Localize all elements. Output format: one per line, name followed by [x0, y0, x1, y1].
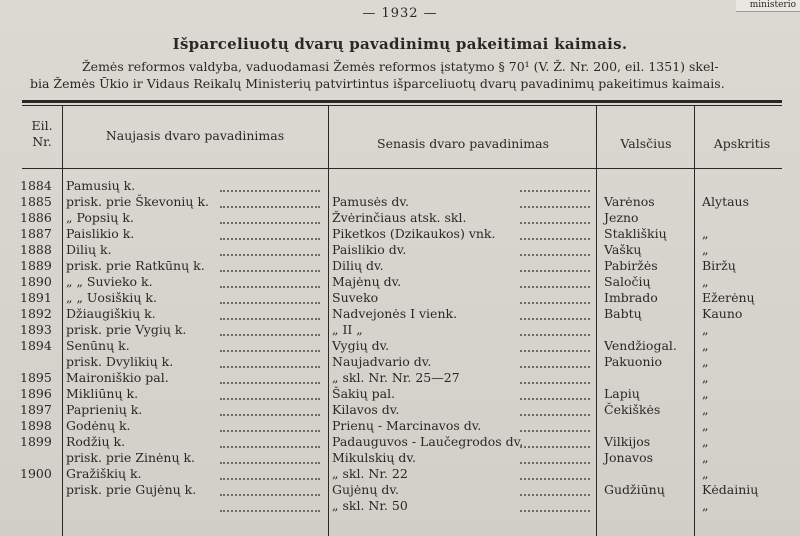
cell-no: 1897	[20, 402, 52, 417]
cell-no: 1891	[20, 290, 52, 305]
dot-leader	[220, 206, 320, 208]
dot-leader	[220, 462, 320, 464]
cell-county: Kėdainių	[702, 482, 759, 497]
dot-leader	[220, 446, 320, 448]
cell-county: „	[702, 338, 709, 353]
dot-leader	[520, 334, 590, 336]
cell-old-name: Mikulskių dv.	[332, 450, 416, 465]
cell-no: 1890	[20, 274, 52, 289]
cell-old-name: Žvėrinčiaus atsk. skl.	[332, 210, 467, 225]
cell-no: 1896	[20, 386, 52, 401]
cell-no: 1898	[20, 418, 52, 433]
cell-new-name: Mikliūnų k.	[66, 386, 139, 401]
dot-leader	[520, 430, 590, 432]
dot-leader	[220, 366, 320, 368]
intro-line-1: Žemės reformos valdyba, vaduodamasi Žemės reformos įstatymo § 70¹ (V. Ž. Nr. 200, eil. 1351) skel-	[82, 59, 719, 74]
header-new-name: Naujasis dvaro pavadinimas	[105, 128, 285, 143]
cell-new-name: „ „ Suvieko k.	[66, 274, 153, 289]
dot-leader	[520, 462, 590, 464]
cell-volost: Babtų	[604, 306, 642, 321]
cell-no: 1889	[20, 258, 52, 273]
dot-leader	[520, 270, 590, 272]
dot-leader	[220, 302, 320, 304]
cell-volost: Jonavos	[604, 450, 654, 465]
cell-county: „	[702, 354, 709, 369]
cell-county: Ežerėnų	[702, 290, 755, 305]
cell-county: „	[702, 418, 709, 433]
dot-leader	[520, 478, 590, 480]
cell-no: 1895	[20, 370, 52, 385]
intro-paragraph	[30, 58, 790, 92]
cell-new-name: Paislikio k.	[66, 226, 135, 241]
dot-leader	[520, 238, 590, 240]
cell-volost: Jezno	[604, 210, 639, 225]
cell-volost: Imbrado	[604, 290, 658, 305]
header-no: Eil. Nr.	[31, 118, 53, 149]
dot-leader	[520, 398, 590, 400]
cell-new-name: Rodžių k.	[66, 434, 126, 449]
dot-leader	[220, 494, 320, 496]
dot-leader	[520, 222, 590, 224]
dot-leader	[220, 254, 320, 256]
cell-no: 1888	[20, 242, 52, 257]
cell-no: 1887	[20, 226, 52, 241]
dot-leader	[220, 414, 320, 416]
cell-old-name: „ skl. Nr. 22	[332, 466, 408, 481]
cell-new-name: Paprienių k.	[66, 402, 143, 417]
dot-leader	[520, 382, 590, 384]
dot-leader	[220, 318, 320, 320]
cell-new-name: prisk. prie Škevonių k.	[66, 194, 209, 209]
dot-leader	[220, 286, 320, 288]
cell-volost: Vendžiogal.	[604, 338, 677, 353]
cell-new-name: prisk. prie Zinėnų k.	[66, 450, 196, 465]
cell-no: 1900	[20, 466, 52, 481]
cell-county: „	[702, 466, 709, 481]
cell-new-name: Pamusių k.	[66, 178, 136, 193]
dot-leader	[220, 190, 320, 192]
cell-old-name: „ II „	[332, 322, 363, 337]
corner-text: ministerio	[736, 0, 800, 12]
dot-leader	[520, 318, 590, 320]
table-row	[0, 498, 800, 518]
cell-new-name: Dilių k.	[66, 242, 112, 257]
header-old-name: Senasis dvaro pavadinimas	[377, 136, 549, 151]
table-top-rule-thin	[22, 105, 782, 106]
cell-county: „	[702, 498, 709, 513]
cell-old-name: Prienų - Marcinavos dv.	[332, 418, 482, 433]
dot-leader	[520, 206, 590, 208]
dot-leader	[220, 382, 320, 384]
cell-volost: Saločių	[604, 274, 651, 289]
cell-county: „	[702, 450, 709, 465]
dot-leader	[520, 190, 590, 192]
cell-old-name: Naujadvario dv.	[332, 354, 432, 369]
cell-county: „	[702, 242, 709, 257]
dot-leader	[220, 430, 320, 432]
cell-county: „	[702, 434, 709, 449]
cell-new-name: „ Popsių k.	[66, 210, 134, 225]
cell-old-name: Nadvejonės I vienk.	[332, 306, 458, 321]
dot-leader	[220, 334, 320, 336]
cell-new-name: Godėnų k.	[66, 418, 131, 433]
cell-old-name: Dilių dv.	[332, 258, 384, 273]
cell-old-name: Kilavos dv.	[332, 402, 400, 417]
cell-old-name: „ skl. Nr. Nr. 25—27	[332, 370, 460, 385]
cell-no: 1899	[20, 434, 52, 449]
header-volost: Valsčius	[620, 136, 672, 151]
cell-county: Biržų	[702, 258, 736, 273]
cell-new-name: prisk. prie Ratkūnų k.	[66, 258, 205, 273]
cell-county: „	[702, 402, 709, 417]
cell-old-name: Šakių pal.	[332, 386, 396, 401]
cell-new-name: Senūnų k.	[66, 338, 130, 353]
cell-new-name: prisk. prie Vygių k.	[66, 322, 187, 337]
cell-volost: Varėnos	[604, 194, 655, 209]
cell-old-name: Gujėnų dv.	[332, 482, 399, 497]
cell-county: „	[702, 322, 709, 337]
cell-new-name: Džiaugiškių k.	[66, 306, 156, 321]
cell-old-name: Padauguvos - Laučegrodos dv.	[332, 434, 524, 449]
cell-volost: Pabiržės	[604, 258, 658, 273]
page-number: — 1932 —	[362, 6, 438, 21]
dot-leader	[520, 254, 590, 256]
cell-no: 1886	[20, 210, 52, 225]
intro-line-2: bia Žemės Ūkio ir Vidaus Reikalų Ministerių patvirtintus išparceliuotų dvarų pavadinimų pakeitimus kaimais.	[30, 76, 725, 91]
dot-leader	[220, 270, 320, 272]
cell-no: 1893	[20, 322, 52, 337]
cell-volost: Stakliškių	[604, 226, 667, 241]
dot-leader	[220, 222, 320, 224]
dot-leader	[220, 510, 320, 512]
dot-leader	[520, 286, 590, 288]
cell-county: „	[702, 226, 709, 241]
cell-new-name: „ „ Uosiškių k.	[66, 290, 157, 305]
cell-old-name: Paislikio dv.	[332, 242, 407, 257]
cell-old-name: „ skl. Nr. 50	[332, 498, 408, 513]
cell-no: 1884	[20, 178, 52, 193]
cell-no: 1885	[20, 194, 52, 209]
cell-volost: Čekiškės	[604, 402, 661, 417]
cell-new-name: Gražiškių k.	[66, 466, 142, 481]
dot-leader	[520, 510, 590, 512]
dot-leader	[220, 238, 320, 240]
cell-county: Kauno	[702, 306, 743, 321]
page-title: Išparceliuotų dvarų pavadinimų pakeitimai kaimais.	[172, 35, 628, 53]
cell-volost: Pakuonio	[604, 354, 663, 369]
dot-leader	[520, 350, 590, 352]
dot-leader	[520, 366, 590, 368]
cell-new-name: prisk. Dvylikių k.	[66, 354, 174, 369]
cell-county: „	[702, 274, 709, 289]
cell-old-name: Suveko	[332, 290, 379, 305]
cell-new-name: Maironiškio pal.	[66, 370, 169, 385]
dot-leader	[520, 494, 590, 496]
table-header-rule	[22, 168, 782, 169]
cell-county: „	[702, 386, 709, 401]
dot-leader	[520, 446, 590, 448]
cell-old-name: Piketkos (Dzikaukos) vnk.	[332, 226, 496, 241]
cell-old-name: Vygių dv.	[332, 338, 390, 353]
cell-no: 1892	[20, 306, 52, 321]
dot-leader	[520, 414, 590, 416]
dot-leader	[220, 478, 320, 480]
dot-leader	[220, 398, 320, 400]
header-county: Apskritis	[713, 136, 771, 151]
cell-volost: Gudžiūnų	[604, 482, 665, 497]
cell-volost: Lapių	[604, 386, 640, 401]
cell-no: 1894	[20, 338, 52, 353]
cell-old-name: Pamusės dv.	[332, 194, 409, 209]
dot-leader	[220, 350, 320, 352]
cell-new-name: prisk. prie Gujėnų k.	[66, 482, 197, 497]
table-top-rule	[22, 100, 782, 103]
cell-volost: Vilkijos	[604, 434, 651, 449]
dot-leader	[520, 302, 590, 304]
cell-old-name: Majėnų dv.	[332, 274, 402, 289]
cell-county: Alytaus	[702, 194, 750, 209]
cell-volost: Vaškų	[604, 242, 642, 257]
cell-county: „	[702, 370, 709, 385]
